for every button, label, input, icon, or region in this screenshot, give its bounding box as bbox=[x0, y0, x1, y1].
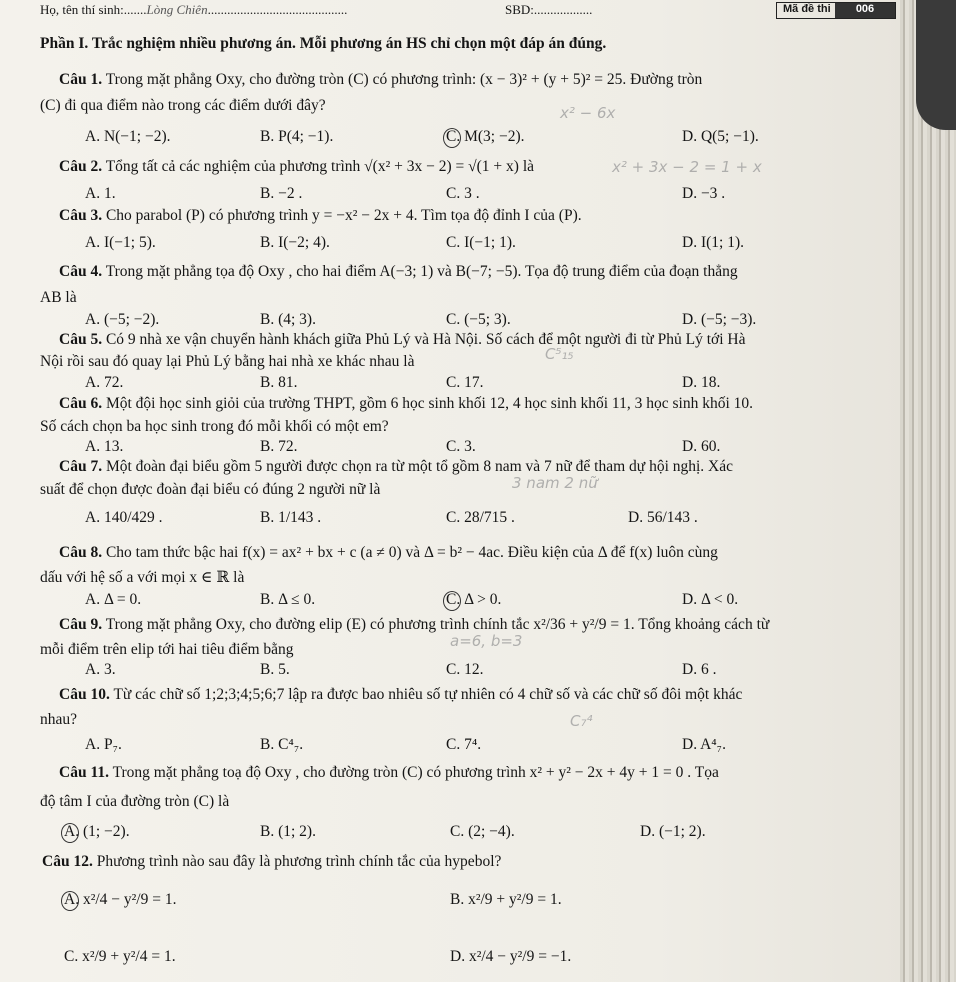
sbd-field: SBD:.................. bbox=[505, 2, 593, 17]
question-text: Trong mặt phẳng Oxy, cho đường tròn (C) có phương trình: (x − 3)² + (y + 5)² = 25. Đường tròn bbox=[105, 71, 703, 88]
q6-option-a[interactable]: A. 13. bbox=[85, 438, 124, 455]
student-name-field bbox=[40, 0, 347, 20]
q11-option-c[interactable]: C. (2; −4). bbox=[450, 823, 515, 840]
q1-option-a[interactable]: A. N(−1; −2). bbox=[85, 128, 171, 145]
question-number: Câu 11. bbox=[59, 764, 109, 781]
question-4-line-2: AB là bbox=[40, 289, 77, 306]
q11-option-b[interactable]: B. (1; 2). bbox=[260, 823, 316, 840]
question-text: Một đội học sinh giỏi của trường THPT, gồm 6 học sinh khối 12, 4 học sinh khối 11, 3 học sinh khối 10. bbox=[105, 395, 754, 412]
part-title: Phần I. Trắc nghiệm nhiều phương án. Mỗi phương án HS chỉ chọn một đáp án đúng. bbox=[40, 35, 607, 52]
q9-option-b[interactable]: B. 5. bbox=[260, 661, 290, 678]
question-6-line-1 bbox=[59, 394, 753, 414]
q6-option-c[interactable]: C. 3. bbox=[446, 438, 476, 455]
question-10-line-2: nhau? bbox=[40, 711, 78, 728]
exam-code-box bbox=[776, 2, 896, 19]
answer-circle-mark bbox=[443, 128, 461, 148]
question-1-line-1 bbox=[59, 70, 702, 90]
question-8-line-1 bbox=[59, 543, 718, 563]
question-5-line-2: Nội rồi sau đó quay lại Phủ Lý bằng hai nhà xe khác nhau là bbox=[40, 353, 415, 370]
question-text: Một đoàn đại biểu gồm 5 người được chọn ra từ một tổ gồm 8 nam và 7 nữ để tham dự hội nghị. Xác bbox=[105, 458, 734, 475]
answer-circle-mark bbox=[61, 823, 79, 843]
q7-option-c[interactable]: C. 28/715 . bbox=[446, 509, 515, 526]
question-number: Câu 9. bbox=[59, 616, 103, 633]
q5-option-b[interactable]: B. 81. bbox=[260, 374, 298, 391]
q3-option-d[interactable]: D. I(1; 1). bbox=[682, 234, 744, 251]
q12-option-b[interactable]: B. x²/9 + y²/9 = 1. bbox=[450, 891, 562, 908]
q2-option-a[interactable]: A. 1. bbox=[85, 185, 116, 202]
question-number: Câu 10. bbox=[59, 686, 110, 703]
question-number: Câu 7. bbox=[59, 458, 103, 475]
q2-option-b[interactable]: B. −2 . bbox=[260, 185, 303, 202]
question-number: Câu 5. bbox=[59, 331, 103, 348]
handwriting-note: x² − 6x bbox=[560, 104, 616, 122]
q11-option-a[interactable]: A. (1; −2). bbox=[64, 823, 130, 840]
handwriting-note: C⁵₁₅ bbox=[545, 345, 574, 363]
q8-option-c[interactable]: C. Δ > 0. bbox=[446, 591, 502, 608]
question-4-line-1 bbox=[59, 262, 738, 282]
question-number: Câu 6. bbox=[59, 395, 103, 412]
question-11-line-1 bbox=[59, 763, 719, 783]
q3-option-b[interactable]: B. I(−2; 4). bbox=[260, 234, 330, 251]
q2-option-c[interactable]: C. 3 . bbox=[446, 185, 480, 202]
q10-option-d[interactable]: D. A⁴₇. bbox=[682, 736, 726, 753]
stacked-pages-edge bbox=[900, 0, 956, 982]
q5-option-c[interactable]: C. 17. bbox=[446, 374, 484, 391]
name-dots: ........................................... bbox=[207, 2, 348, 17]
q1-option-c[interactable]: C. M(3; −2). bbox=[446, 128, 525, 145]
question-text: Từ các chữ số 1;2;3;4;5;6;7 lập ra được bao nhiêu số tự nhiên có 4 chữ số và các chữ số đôi một khác bbox=[113, 686, 743, 703]
question-text: Trong mặt phẳng Oxy, cho đường elip (E) có phương trình chính tắc x²/36 + y²/9 = 1. Tổng khoảng cách từ bbox=[105, 616, 770, 633]
question-number: Câu 8. bbox=[59, 544, 103, 561]
q3-option-c[interactable]: C. I(−1; 1). bbox=[446, 234, 516, 251]
question-9-line-2: mỗi điểm trên elip tới hai tiêu điểm bằng bbox=[40, 641, 294, 658]
q4-option-b[interactable]: B. (4; 3). bbox=[260, 311, 316, 328]
question-number: Câu 1. bbox=[59, 71, 103, 88]
q9-option-d[interactable]: D. 6 . bbox=[682, 661, 717, 678]
handwriting-note: a=6, b=3 bbox=[450, 632, 523, 650]
question-9-line-1 bbox=[59, 615, 769, 635]
question-number: Câu 12. bbox=[42, 853, 93, 870]
q10-option-b[interactable]: B. C⁴₇. bbox=[260, 736, 304, 753]
answer-circle-mark bbox=[61, 891, 79, 911]
q7-option-b[interactable]: B. 1/143 . bbox=[260, 509, 322, 526]
handwriting-note: x² + 3x − 2 = 1 + x bbox=[612, 158, 762, 176]
question-7-line-2: suất để chọn được đoàn đại biểu có đúng 2 người nữ là bbox=[40, 481, 381, 498]
q1-option-d[interactable]: D. Q(5; −1). bbox=[682, 128, 759, 145]
answer-circle-mark bbox=[443, 591, 461, 611]
question-text: Tổng tất cả các nghiệm của phương trình √(x² + 3x − 2) = √(1 + x) là bbox=[105, 158, 535, 175]
question-number: Câu 4. bbox=[59, 263, 103, 280]
q7-option-d[interactable]: D. 56/143 . bbox=[628, 509, 698, 526]
question-10-line-1 bbox=[59, 685, 742, 705]
question-number: Câu 3. bbox=[59, 207, 103, 224]
q10-option-c[interactable]: C. 7⁴. bbox=[446, 736, 482, 753]
q3-option-a[interactable]: A. I(−1; 5). bbox=[85, 234, 156, 251]
q4-option-d[interactable]: D. (−5; −3). bbox=[682, 311, 757, 328]
q5-option-d[interactable]: D. 18. bbox=[682, 374, 721, 391]
name-label: Họ, tên thí sinh:....... bbox=[40, 2, 147, 17]
q1-option-b[interactable]: B. P(4; −1). bbox=[260, 128, 334, 145]
question-text: Cho tam thức bậc hai f(x) = ax² + bx + c (a ≠ 0) và Δ = b² − 4ac. Điều kiện của Δ để f(x) luôn cùng bbox=[105, 544, 718, 561]
question-11-line-2: độ tâm I của đường tròn (C) là bbox=[40, 793, 230, 810]
exam-code-label: Mã đề thi bbox=[783, 3, 831, 15]
q6-option-b[interactable]: B. 72. bbox=[260, 438, 298, 455]
question-2-line-1 bbox=[59, 157, 534, 177]
q8-option-d[interactable]: D. Δ < 0. bbox=[682, 591, 739, 608]
q10-option-a[interactable]: A. P₇. bbox=[85, 736, 122, 753]
question-text: Có 9 nhà xe vận chuyển hành khách giữa Phủ Lý và Hà Nội. Số cách để một người đi từ Phủ Lý tới Hà bbox=[105, 331, 746, 348]
question-5-line-1 bbox=[59, 330, 745, 350]
handwriting-note: 3 nam 2 nữ bbox=[512, 474, 598, 492]
question-3-line-1 bbox=[59, 206, 582, 226]
q12-option-c[interactable]: C. x²/9 + y²/4 = 1. bbox=[64, 948, 176, 965]
question-8-line-2: dấu với hệ số a với mọi x ∈ ℝ là bbox=[40, 569, 245, 586]
question-text: Phương trình nào sau đây là phương trình chính tắc của hypebol? bbox=[96, 853, 502, 870]
background-corner bbox=[916, 0, 956, 130]
q8-option-a[interactable]: A. Δ = 0. bbox=[85, 591, 142, 608]
q12-option-d[interactable]: D. x²/4 − y²/9 = −1. bbox=[450, 948, 572, 965]
handwriting-note: C₇⁴ bbox=[570, 712, 593, 730]
question-1-line-2: (C) đi qua điểm nào trong các điểm dưới đây? bbox=[40, 97, 326, 114]
q12-option-a[interactable]: A. x²/4 − y²/9 = 1. bbox=[64, 891, 177, 908]
question-6-line-2: Số cách chọn ba học sinh trong đó mỗi khối có một em? bbox=[40, 418, 389, 435]
q2-option-d[interactable]: D. −3 . bbox=[682, 185, 726, 202]
question-text: Trong mặt phẳng toạ độ Oxy , cho đường tròn (C) có phương trình x² + y² − 2x + 4y + 1 = 0 . Tọa bbox=[112, 764, 719, 781]
q9-option-a[interactable]: A. 3. bbox=[85, 661, 116, 678]
q8-option-b[interactable]: B. Δ ≤ 0. bbox=[260, 591, 316, 608]
name-handwriting: Lòng Chiên bbox=[146, 2, 208, 17]
q11-option-d[interactable]: D. (−1; 2). bbox=[640, 823, 706, 840]
question-text: Cho parabol (P) có phương trình y = −x² − 2x + 4. Tìm tọa độ đỉnh I của (P). bbox=[105, 207, 582, 224]
question-12-line-1 bbox=[42, 852, 501, 872]
q7-option-a[interactable]: A. 140/429 . bbox=[85, 509, 163, 526]
exam-code-value: 006 bbox=[835, 3, 895, 18]
question-number: Câu 2. bbox=[59, 158, 103, 175]
q6-option-d[interactable]: D. 60. bbox=[682, 438, 721, 455]
q9-option-c[interactable]: C. 12. bbox=[446, 661, 484, 678]
q4-option-a[interactable]: A. (−5; −2). bbox=[85, 311, 160, 328]
q4-option-c[interactable]: C. (−5; 3). bbox=[446, 311, 511, 328]
q5-option-a[interactable]: A. 72. bbox=[85, 374, 124, 391]
question-7-line-1 bbox=[59, 457, 733, 477]
question-text: Trong mặt phẳng tọa độ Oxy , cho hai điểm A(−3; 1) và B(−7; −5). Tọa độ trung điểm của đoạn thẳng bbox=[105, 263, 738, 280]
